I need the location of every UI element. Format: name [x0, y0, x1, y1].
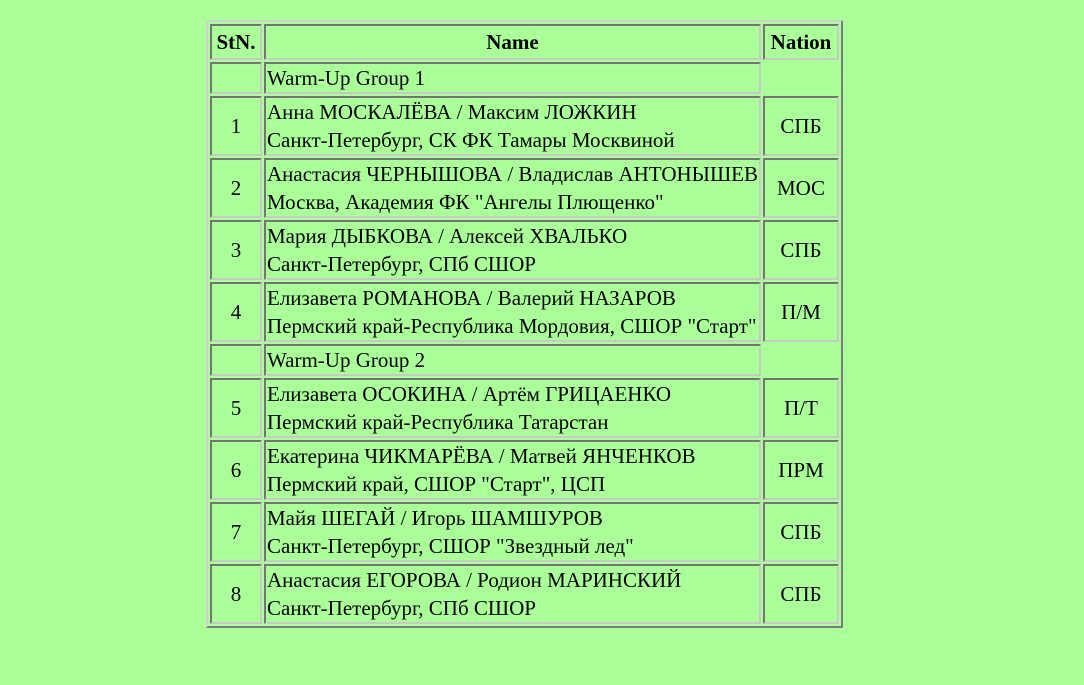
group-nation-empty: [763, 344, 839, 376]
pair-club: Москва, Академия ФК "Ангелы Плющенко": [267, 190, 664, 214]
nation-code: СПБ: [763, 220, 839, 280]
pair-club: Санкт-Петербург, СПб СШОР: [267, 596, 536, 620]
group-nation-empty: [763, 62, 839, 94]
pair-cell: [264, 440, 761, 500]
pair-club: Санкт-Петербург, СК ФК Тамары Москвиной: [267, 128, 675, 152]
table-row: [210, 220, 839, 280]
pair-club: Пермский край-Республика Татарстан: [267, 410, 609, 434]
header-name: Name: [264, 24, 761, 60]
start-number: 2: [210, 158, 262, 218]
warmup-group-title: Warm-Up Group 2: [264, 344, 761, 376]
pair-club: Санкт-Петербург, СПб СШОР: [267, 252, 536, 276]
group-stn-empty: [210, 344, 262, 376]
pair-club: Пермский край-Республика Мордовия, СШОР "Старт": [267, 314, 757, 338]
start-list-table: [206, 20, 843, 628]
pair-names: Анастасия ЕГОРОВА / Родион МАРИНСКИЙ: [267, 568, 682, 592]
pair-names: Мария ДЫБКОВА / Алексей ХВАЛЬКО: [267, 224, 628, 248]
pair-cell: [264, 220, 761, 280]
pair-names: Майя ШЕГАЙ / Игорь ШАМШУРОВ: [267, 506, 603, 530]
nation-code: ПРМ: [763, 440, 839, 500]
nation-code: СПБ: [763, 96, 839, 156]
start-list-container: [206, 20, 843, 628]
table-row: [210, 378, 839, 438]
nation-code: П/М: [763, 282, 839, 342]
pair-names: Екатерина ЧИКМАРЁВА / Матвей ЯНЧЕНКОВ: [267, 444, 696, 468]
table-row: [210, 440, 839, 500]
group-stn-empty: [210, 62, 262, 94]
start-number: 6: [210, 440, 262, 500]
pair-cell: [264, 96, 761, 156]
pair-club: Пермский край, СШОР "Старт", ЦСП: [267, 472, 606, 496]
header-nation: Nation: [763, 24, 839, 60]
pair-club: Санкт-Петербург, СШОР "Звездный лед": [267, 534, 634, 558]
pair-names: Анастасия ЧЕРНЫШОВА / Владислав АНТОНЫШЕВ: [267, 162, 758, 186]
table-row: [210, 96, 839, 156]
pair-names: Елизавета ОСОКИНА / Артём ГРИЦАЕНКО: [267, 382, 672, 406]
start-number: 7: [210, 502, 262, 562]
nation-code: МОС: [763, 158, 839, 218]
pair-cell: [264, 564, 761, 624]
warmup-group-title: Warm-Up Group 1: [264, 62, 761, 94]
table-row: [210, 282, 839, 342]
pair-names: Елизавета РОМАНОВА / Валерий НАЗАРОВ: [267, 286, 676, 310]
start-number: 3: [210, 220, 262, 280]
table-row: [210, 158, 839, 218]
nation-code: П/Т: [763, 378, 839, 438]
start-number: 8: [210, 564, 262, 624]
warmup-group-row: [210, 62, 839, 94]
table-row: [210, 502, 839, 562]
header-row: [210, 24, 839, 60]
table-row: [210, 564, 839, 624]
nation-code: СПБ: [763, 564, 839, 624]
pair-cell: [264, 378, 761, 438]
nation-code: СПБ: [763, 502, 839, 562]
pair-cell: [264, 282, 761, 342]
start-number: 5: [210, 378, 262, 438]
pair-names: Анна МОСКАЛЁВА / Максим ЛОЖКИН: [267, 100, 637, 124]
start-number: 1: [210, 96, 262, 156]
pair-cell: [264, 502, 761, 562]
start-number: 4: [210, 282, 262, 342]
pair-cell: [264, 158, 761, 218]
warmup-group-row: [210, 344, 839, 376]
header-stn: StN.: [210, 24, 262, 60]
